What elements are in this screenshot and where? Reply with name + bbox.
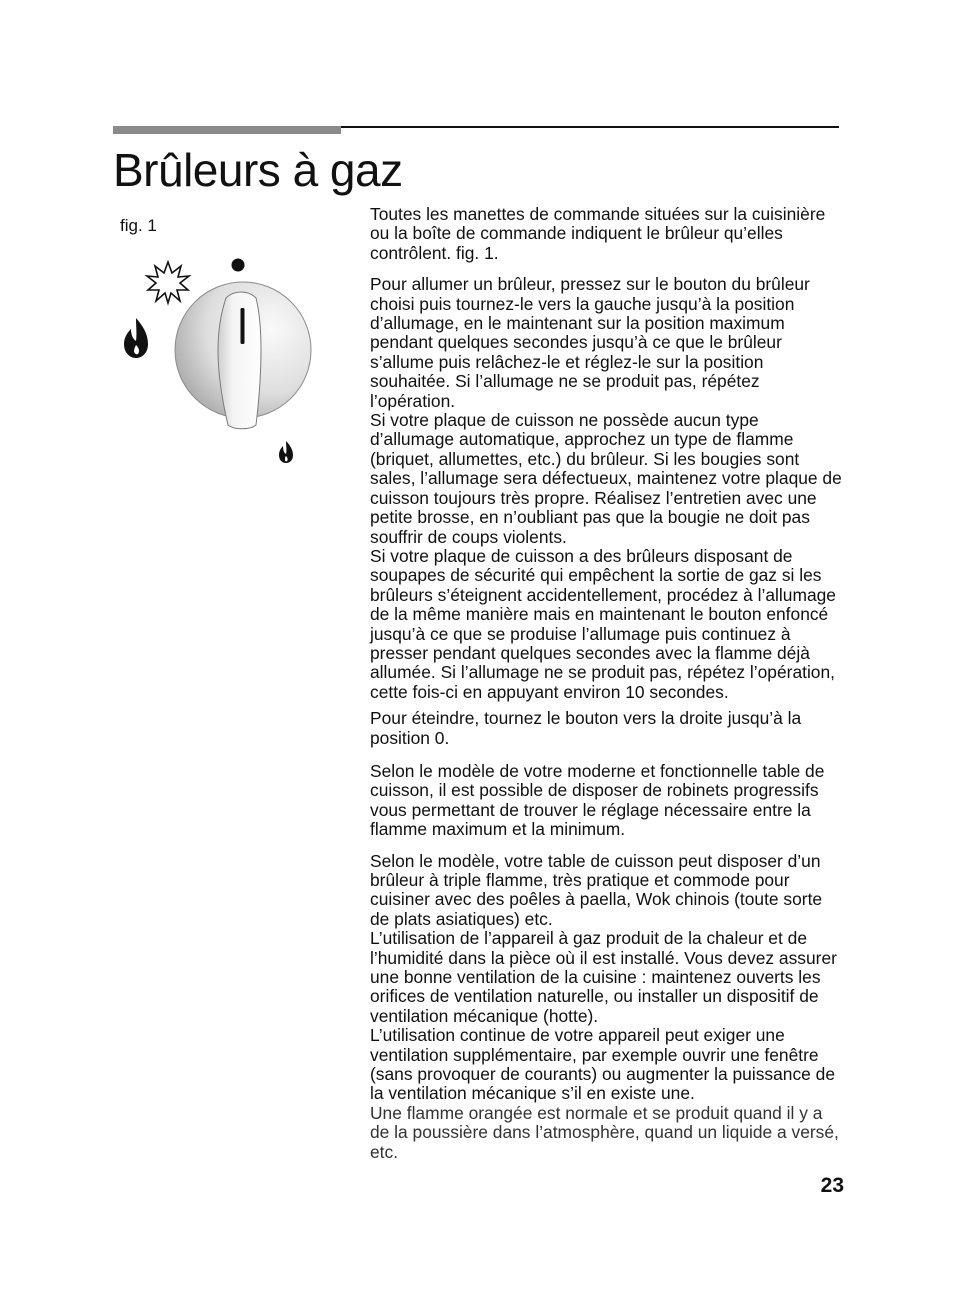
- large-flame-icon: [124, 318, 148, 358]
- paragraph-intro: Toutes les manettes de commande situées sur la cuisinière ou la boîte de commande indiquent le brûleur qu’elles contrôlent. fig. 1.: [370, 204, 826, 263]
- spark-icon: [147, 262, 189, 303]
- burner-knob-icon: [175, 282, 311, 429]
- page-title: Brûleurs à gaz: [113, 144, 403, 196]
- paragraph-ignition: Pour allumer un brûleur, pressez sur le bouton du brûleur choisi puis tournez-le vers la gauche jusqu’à la position d’allumage, en le maintenant sur la position maximum pendant quelques secondes jusqu’à ce que le brûleur s’allume puis relâchez-le et réglez-le sur la position souhaitée. Si l’allumage ne se produit pas, répétez l’opération.: [370, 274, 810, 411]
- paragraph-safety-valves: Si votre plaque de cuisson a des brûleurs disposant de soupapes de sécurité qui empêchent la sortie de gaz si les brûleurs s’éteignent accidentellement, procédez à l’allumage de la même manière mais en maintenant le bouton enfoncé jusqu’à ce que se produise l’allumage puis continuez à presser pendant quelques secondes avec la flamme déjà allumée. Si l’allumage ne se produit pas, répétez l’opération, cette fois-ci en appuyant environ 10 secondes.: [370, 545, 836, 702]
- paragraph-extra-ventilation: L’utilisation continue de votre appareil peut exiger une ventilation supplémentaire, par exemple ouvrir une fenêtre (sans provoquer de courants) ou augmenter la puissance de la ventilation mécanique s’il en existe une.: [370, 1025, 835, 1104]
- page-number: 23: [820, 1174, 844, 1197]
- body-text: [370, 205, 842, 1162]
- off-position-dot-icon: [232, 259, 245, 272]
- paragraph-orange-flame: Une flamme orangée est normale et se produit quand il y a de la poussière dans l’atmosphère, quand un liquide a versé, etc.: [370, 1102, 839, 1162]
- paragraph-ventilation: L’utilisation de l’appareil à gaz produit de la chaleur et de l’humidité dans la pièce où il est installé. Vous devez assurer une bonne ventilation de la cuisine : maintenez ouverts les orifices de ventilation naturelle, ou installer un dispositif de ventilation mécanique (hotte).: [370, 928, 837, 1026]
- paragraph-switch-off: Pour éteindre, tournez le bouton vers la droite jusqu’à la position 0.: [370, 708, 802, 748]
- paragraph-triple-flame: Selon le modèle, votre table de cuisson peut disposer d’un brûleur à triple flamme, très pratique et commode pour cuisiner avec des poêles à paella, Wok chinois (toute sorte de plats asiatiques) etc.: [370, 850, 823, 929]
- paragraph-manual-ignition: Si votre plaque de cuisson ne possède aucun type d’allumage automatique, approchez un type de flamme (briquet, allumettes, etc.) du brûleur. Si les bougies sont sales, l’allumage sera défectueux, maintenez votre plaque de cuisson toujours très propre. Réalisez l’entretien avec une petite brosse, en n’oubliant pas que la bougie ne doit pas souffrir de coups violents.: [370, 410, 842, 547]
- figure-burner-knob: [118, 250, 318, 470]
- figure-label: fig. 1: [120, 216, 157, 235]
- paragraph-progressive-taps: Selon le modèle de votre moderne et fonctionnelle table de cuisson, il est possible de disposer de robinets progressifs vous permettant de trouver le réglage nécessaire entre la flamme maximum et la minimum.: [370, 760, 825, 840]
- header-accent-bar: [113, 126, 341, 134]
- small-flame-icon: [279, 441, 293, 463]
